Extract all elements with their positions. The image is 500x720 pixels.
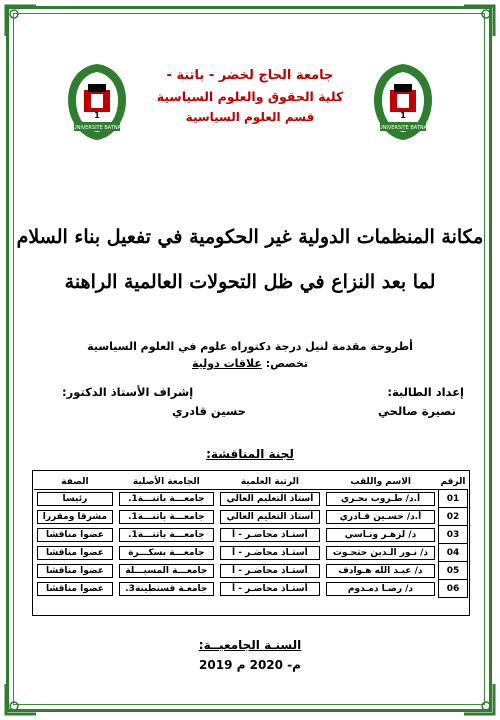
row-role: عضوا مناقشا	[37, 582, 113, 596]
department-name: قسم العلوم السياسية	[185, 110, 315, 124]
row-rank: أستاذ التعليم العالي	[220, 492, 320, 506]
row-rank: أستـاذ محاضـر - أ	[220, 546, 320, 560]
col-role: الصفة	[34, 475, 116, 490]
committee-table	[34, 475, 468, 598]
logo-caption-right: UNIVERSITE BATNA	[378, 125, 428, 131]
row-role: مشرفا ومقررا	[37, 510, 113, 524]
col-number: الرقم	[438, 475, 467, 490]
supervisor-label: إشراف الأستاذ الدكتور:	[62, 385, 194, 399]
academic-year-value: 2019 م- 2020 م	[199, 658, 301, 672]
row-rank: أستاذ التعليم العالي	[220, 510, 320, 524]
table-row	[34, 544, 468, 562]
row-number: 06	[438, 580, 467, 598]
row-university: جامعـــة باتنـــة1.	[119, 492, 214, 506]
row-name: د/ لزهـر ونـاسي	[326, 528, 435, 542]
academic-year-label: السنـة الجامعيــة:	[198, 638, 302, 652]
row-university: جامعـــة باتنـــة1.	[119, 528, 214, 542]
corner-ornament-top-left	[4, 4, 38, 38]
row-rank: أستـاذ محاضـر - أ	[220, 528, 320, 542]
supervisor-name: حسين قادري	[172, 404, 246, 418]
specialty-value: علاقات دولية	[191, 357, 262, 370]
row-name: أ.د/ طـروب بحـري	[326, 492, 435, 506]
student-label: إعداد الطالبة:	[387, 385, 464, 399]
row-name: أ.د/ حسـين قـادري	[326, 510, 435, 524]
thesis-description: أطروحة مقدمة لنيل درجة دكتوراه علوم في العلوم السياسية	[87, 340, 413, 353]
row-role: عضوا مناقشا	[37, 528, 113, 542]
row-number: 02	[438, 508, 467, 526]
row-university: جامعـة قسنطينة3.	[119, 582, 214, 596]
row-number: 01	[438, 490, 467, 508]
row-university: جامعـــة باتنـــة1.	[119, 510, 214, 524]
logo-caption-left: UNIVERSITE BATNA	[72, 125, 122, 131]
table-row	[34, 580, 468, 598]
table-row	[34, 562, 468, 580]
table-row	[34, 490, 468, 508]
row-role: رئيسا	[37, 492, 113, 506]
row-number: 04	[438, 544, 467, 562]
committee-heading: لجنة المناقشة:	[206, 447, 294, 461]
row-role: عضوا مناقشا	[37, 546, 113, 560]
corner-ornament-bottom-right	[462, 682, 496, 716]
col-rank: الرتبة العلمية	[217, 475, 323, 490]
row-number: 03	[438, 526, 467, 544]
row-name: د/ عبـد الله هـوادف	[326, 564, 435, 578]
faculty-name: كلية الحقوق والعلوم السياسية	[156, 89, 344, 104]
row-role: عضوا مناقشا	[37, 564, 113, 578]
specialty-label: تخصص:	[265, 357, 308, 370]
thesis-title-line-2: لما بعد النزاع في ظل التحولات العالمية الراهنة	[64, 271, 436, 293]
logo-number-left: 1	[94, 111, 100, 120]
table-row	[34, 508, 468, 526]
committee-table-header	[34, 475, 468, 490]
corner-ornament-bottom-left	[4, 682, 38, 716]
row-rank: أستـاذ محاضـر - أ	[220, 582, 320, 596]
row-name: د/ نـور الـدين حتحـوت	[326, 546, 435, 560]
row-rank: أستـاذ محاضـر - أ	[220, 564, 320, 578]
thesis-title-line-1: مكانة المنظمات الدولية غير الحكومية في تفعيل بناء السلام	[16, 226, 484, 248]
col-university: الجامعة الأصلية	[116, 475, 217, 490]
col-name: الاسم واللقب	[323, 475, 439, 490]
university-name: جامعة الحاج لخضر - باتنة -	[166, 68, 334, 83]
table-row	[34, 526, 468, 544]
specialty-line	[0, 357, 500, 370]
row-name: د/ رضـا دمـدوم	[326, 582, 435, 596]
row-university: جامعـــة بسكـــرة	[119, 546, 214, 560]
row-university: جامعـــة المسيـــلة	[119, 564, 214, 578]
row-number: 05	[438, 562, 467, 580]
corner-ornament-top-right	[462, 4, 496, 38]
student-name: نصيرة صالحي	[378, 404, 456, 418]
logo-number-right: 1	[400, 111, 406, 120]
